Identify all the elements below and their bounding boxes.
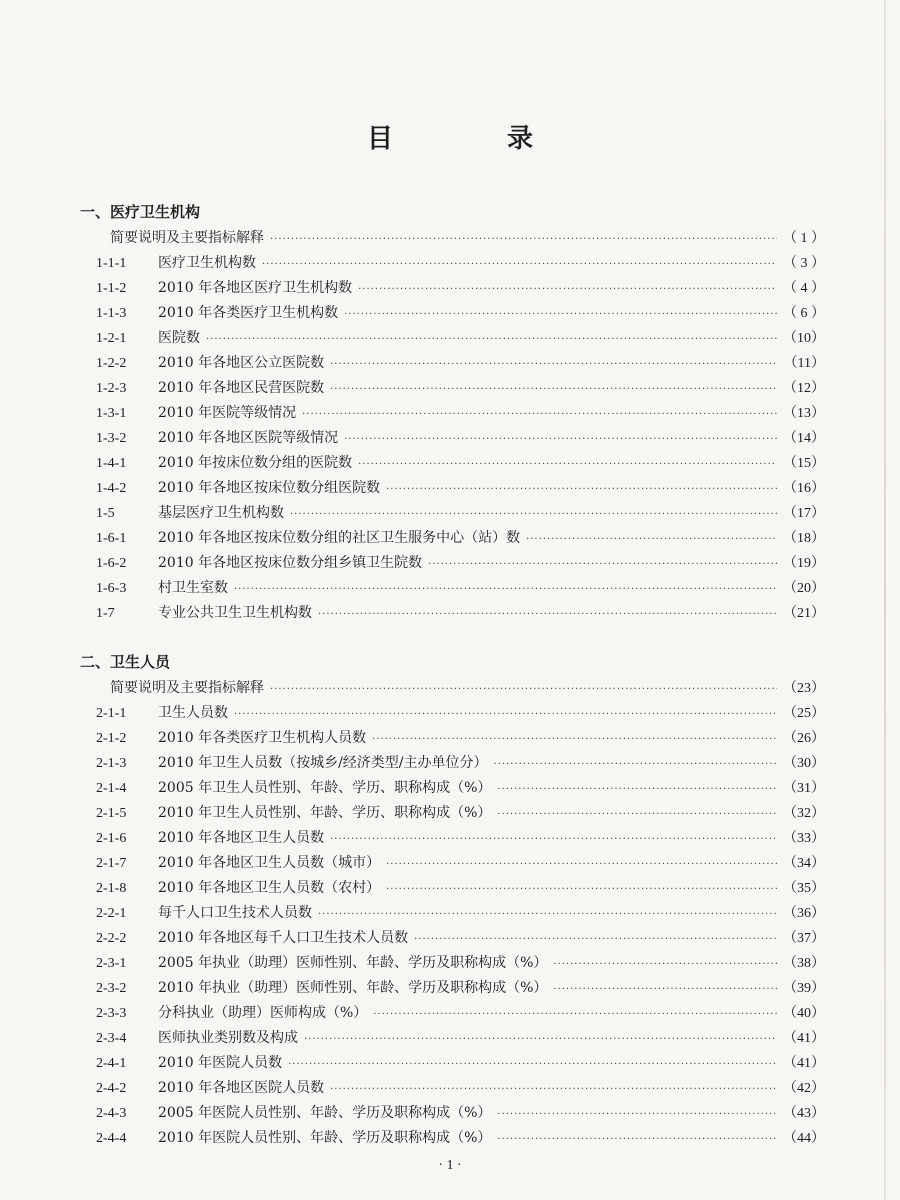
toc-entry[interactable] [80, 601, 825, 626]
toc-entry[interactable] [80, 1076, 825, 1101]
entry-label: 2010 年各类医疗卫生机构数 [158, 305, 339, 321]
entry-page: （21） [783, 606, 825, 621]
entry-number: 2-3-1 [96, 956, 127, 971]
entry-number: 1-1-3 [96, 306, 127, 321]
entry-page: （15） [783, 456, 825, 471]
entry-number: 2-4-3 [96, 1106, 127, 1121]
leader-dots [373, 1002, 777, 1027]
entry-number: 1-4-1 [96, 456, 127, 471]
entry-page: （16） [783, 481, 825, 496]
entry-page: （20） [783, 581, 825, 596]
entry-page: （ 4 ） [783, 281, 825, 296]
entry-label: 村卫生室数 [158, 580, 228, 596]
entry-page: （33） [783, 831, 825, 846]
toc-entry[interactable] [80, 901, 825, 926]
entry-label: 2010 年执业（助理）医师性别、年龄、学历及职称构成（%） [158, 980, 548, 996]
entry-label: 2010 年各地区医院人员数 [158, 1080, 325, 1096]
toc-entry[interactable] [80, 1001, 825, 1026]
entry-number: 2-3-2 [96, 981, 127, 996]
entry-number: 2-3-3 [96, 1006, 127, 1021]
entry-number: 2-2-1 [96, 906, 127, 921]
entry-number: 2-2-2 [96, 931, 127, 946]
toc-entry[interactable] [80, 976, 825, 1001]
entry-label: 2005 年执业（助理）医师性别、年龄、学历及职称构成（%） [158, 955, 548, 971]
leader-dots [270, 677, 777, 702]
toc-entry[interactable] [80, 401, 825, 426]
entry-page: （40） [783, 1006, 825, 1021]
entry-page: （23） [783, 681, 825, 696]
entry-number: 2-4-4 [96, 1131, 127, 1146]
entry-number: 1-5 [96, 506, 115, 521]
leader-dots [288, 1052, 777, 1077]
entry-label: 2010 年各地区卫生人员数（农村） [158, 880, 381, 896]
entry-page: （36） [783, 906, 825, 921]
entry-page: （38） [783, 956, 825, 971]
entry-label: 2010 年卫生人员数（按城乡/经济类型/主办单位分） [158, 755, 488, 771]
toc-entry[interactable] [80, 826, 825, 851]
leader-dots [330, 352, 777, 377]
entry-page: （41） [783, 1056, 825, 1071]
toc-entry-intro[interactable] [80, 676, 825, 701]
entry-number: 1-2-3 [96, 381, 127, 396]
toc-entry[interactable] [80, 951, 825, 976]
toc-entry[interactable] [80, 576, 825, 601]
toc-entry[interactable] [80, 451, 825, 476]
entry-label: 每千人口卫生技术人员数 [158, 905, 312, 921]
entry-number: 1-2-2 [96, 356, 127, 371]
entry-page: （ 1 ） [783, 231, 825, 246]
entry-page: （30） [783, 756, 825, 771]
entry-label: 2010 年各地区医院等级情况 [158, 430, 339, 446]
leader-dots [497, 1102, 777, 1127]
toc-entry[interactable] [80, 701, 825, 726]
leader-dots [526, 527, 777, 552]
entry-label: 2010 年各地区公立医院数 [158, 355, 325, 371]
page-edge [884, 0, 886, 1200]
entry-page: （12） [783, 381, 825, 396]
entry-label: 2010 年各地区卫生人员数（城市） [158, 855, 381, 871]
leader-dots [330, 1077, 777, 1102]
entry-label: 2010 年各地区按床位数分组乡镇卫生院数 [158, 555, 423, 571]
entry-number: 2-1-8 [96, 881, 127, 896]
leader-dots [290, 502, 777, 527]
leader-dots [304, 1027, 777, 1052]
leader-dots [497, 777, 777, 802]
leader-dots [386, 852, 777, 877]
toc-entry[interactable] [80, 1101, 825, 1126]
entry-number: 1-6-1 [96, 531, 127, 546]
leader-dots [553, 952, 777, 977]
toc-entry[interactable] [80, 876, 825, 901]
entry-page: （42） [783, 1081, 825, 1096]
leader-dots [206, 327, 777, 352]
entry-label: 医疗卫生机构数 [158, 255, 256, 271]
entry-number: 1-1-1 [96, 256, 127, 271]
leader-dots [330, 827, 777, 852]
entry-label: 2010 年医院人员数 [158, 1055, 283, 1071]
entry-page: （10） [783, 331, 825, 346]
leader-dots [318, 902, 777, 927]
toc-entry[interactable] [80, 1026, 825, 1051]
entry-label: 基层医疗卫生机构数 [158, 505, 284, 521]
entry-label: 2010 年各地区卫生人员数 [158, 830, 325, 846]
entry-page: （14） [783, 431, 825, 446]
entry-number: 2-1-4 [96, 781, 127, 796]
toc-entry[interactable] [80, 476, 825, 501]
leader-dots [386, 877, 777, 902]
leader-dots [358, 277, 777, 302]
toc-entry[interactable] [80, 1126, 825, 1151]
toc-section-2 [80, 648, 825, 1151]
entry-page: （18） [783, 531, 825, 546]
toc-section-1 [80, 198, 825, 626]
leader-dots [270, 227, 777, 252]
entry-page: （43） [783, 1106, 825, 1121]
section-heading: 一、医疗卫生机构 [80, 203, 201, 221]
entry-number: 2-3-4 [96, 1031, 127, 1046]
leader-dots [414, 927, 777, 952]
entry-number: 1-6-2 [96, 556, 127, 571]
leader-dots [344, 427, 777, 452]
entry-label: 2010 年医院人员性别、年龄、学历及职称构成（%） [158, 1130, 492, 1146]
entry-number: 1-3-1 [96, 406, 127, 421]
leader-dots [234, 702, 777, 727]
entry-number: 2-4-2 [96, 1081, 127, 1096]
entry-page: （34） [783, 856, 825, 871]
toc-entry[interactable] [80, 376, 825, 401]
entry-number: 2-1-7 [96, 856, 127, 871]
entry-label: 2010 年卫生人员性别、年龄、学历、职称构成（%） [158, 805, 492, 821]
leader-dots [330, 377, 777, 402]
entry-page: （25） [783, 706, 825, 721]
entry-label: 分科执业（助理）医师构成（%） [158, 1005, 368, 1021]
entry-page: （32） [783, 806, 825, 821]
toc-entry[interactable] [80, 851, 825, 876]
entry-number: 1-6-3 [96, 581, 127, 596]
leader-dots [497, 802, 777, 827]
entry-number: 1-1-2 [96, 281, 127, 296]
entry-page: （11） [783, 356, 825, 371]
entry-label: 卫生人员数 [158, 705, 228, 721]
entry-number: 2-1-2 [96, 731, 127, 746]
toc-entry[interactable] [80, 426, 825, 451]
entry-page: （31） [783, 781, 825, 796]
entry-page: （37） [783, 931, 825, 946]
entry-label: 2005 年卫生人员性别、年龄、学历、职称构成（%） [158, 780, 492, 796]
entry-label: 2010 年各类医疗卫生机构人员数 [158, 730, 367, 746]
toc-entry[interactable] [80, 326, 825, 351]
entry-label: 医院数 [158, 330, 200, 346]
entry-page: （ 3 ） [783, 256, 825, 271]
entry-label: 2005 年医院人员性别、年龄、学历及职称构成（%） [158, 1105, 492, 1121]
entry-label: 2010 年各地区按床位数分组的社区卫生服务中心（站）数 [158, 530, 521, 546]
section-heading: 二、卫生人员 [80, 653, 171, 671]
entry-page: （26） [783, 731, 825, 746]
toc-entry[interactable] [80, 501, 825, 526]
toc-entry[interactable] [80, 801, 825, 826]
entry-page: （39） [783, 981, 825, 996]
entry-label: 2010 年各地区民营医院数 [158, 380, 325, 396]
entry-number: 2-4-1 [96, 1056, 127, 1071]
entry-page: （13） [783, 406, 825, 421]
entry-label: 医师执业类别数及构成 [158, 1030, 298, 1046]
toc-entry[interactable] [80, 1051, 825, 1076]
toc-entry[interactable] [80, 776, 825, 801]
leader-dots [234, 577, 777, 602]
leader-dots [344, 302, 777, 327]
entry-label: 2010 年医院等级情况 [158, 405, 297, 421]
leader-dots [428, 552, 777, 577]
toc-entry[interactable] [80, 251, 825, 276]
entry-label: 2010 年各地区医疗卫生机构数 [158, 280, 353, 296]
leader-dots [358, 452, 777, 477]
entry-page: （44） [783, 1131, 825, 1146]
entry-label: 2010 年按床位数分组的医院数 [158, 455, 353, 471]
leader-dots [553, 977, 777, 1002]
entry-label: 专业公共卫生卫生机构数 [158, 605, 312, 621]
entry-number: 2-1-1 [96, 706, 127, 721]
toc-entry[interactable] [80, 551, 825, 576]
entry-label: 简要说明及主要指标解释 [110, 680, 264, 696]
entry-page: （ 6 ） [783, 306, 825, 321]
leader-dots [372, 727, 777, 752]
toc-entry[interactable] [80, 726, 825, 751]
entry-page: （41） [783, 1031, 825, 1046]
entry-label: 2010 年各地区每千人口卫生技术人员数 [158, 930, 409, 946]
leader-dots [497, 1127, 777, 1152]
entry-number: 1-4-2 [96, 481, 127, 496]
toc-entry[interactable] [80, 926, 825, 951]
leader-dots [302, 402, 777, 427]
leader-dots [318, 602, 777, 627]
entry-page: （35） [783, 881, 825, 896]
page-number: · 1 · [438, 1158, 462, 1173]
toc-entry[interactable] [80, 751, 825, 776]
entry-number: 1-3-2 [96, 431, 127, 446]
entry-page: （19） [783, 556, 825, 571]
toc-entry[interactable] [80, 526, 825, 551]
entry-label: 简要说明及主要指标解释 [110, 230, 264, 246]
entry-number: 2-1-5 [96, 806, 127, 821]
leader-dots [494, 752, 777, 777]
entry-number: 2-1-3 [96, 756, 127, 771]
entry-number: 2-1-6 [96, 831, 127, 846]
toc-entry[interactable] [80, 351, 825, 376]
entry-number: 1-7 [96, 606, 115, 621]
leader-dots [262, 252, 777, 277]
leader-dots [386, 477, 777, 502]
entry-page: （17） [783, 506, 825, 521]
page-title: 目 录 [366, 124, 577, 154]
toc-entry[interactable] [80, 276, 825, 301]
entry-number: 1-2-1 [96, 331, 127, 346]
entry-label: 2010 年各地区按床位数分组医院数 [158, 480, 381, 496]
toc-entry-intro[interactable] [80, 226, 825, 251]
toc-entry[interactable] [80, 301, 825, 326]
